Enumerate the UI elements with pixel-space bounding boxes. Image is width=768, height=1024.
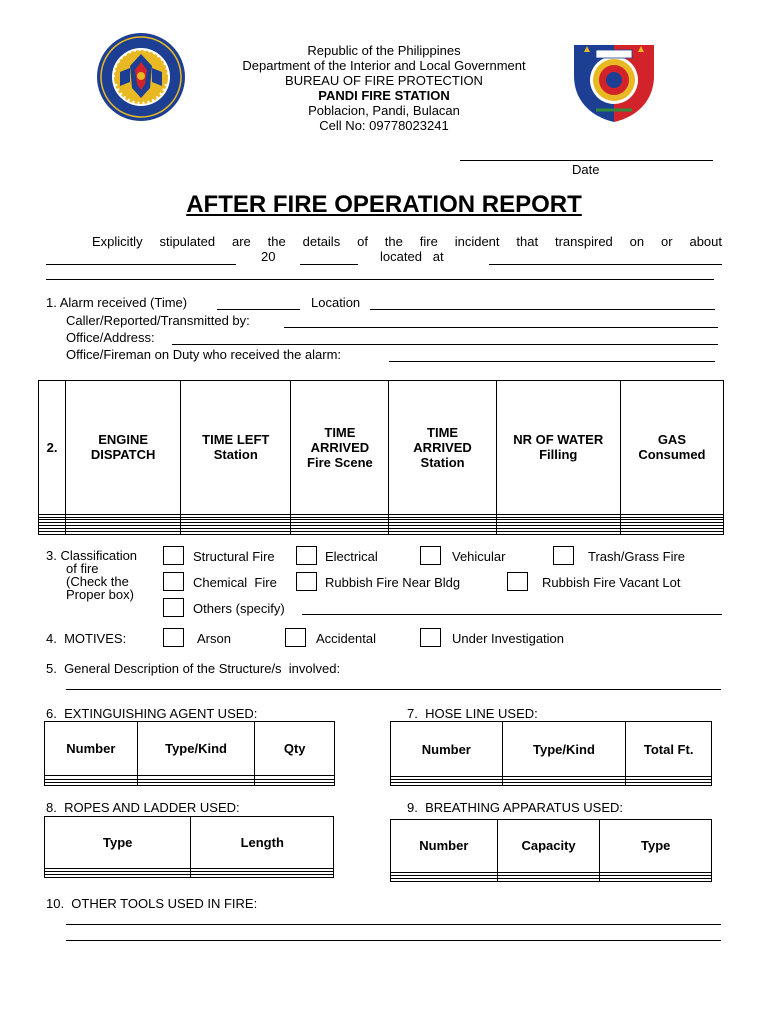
col-number: Number (391, 820, 498, 873)
checkbox-under-investigation[interactable] (420, 628, 441, 647)
table-cell[interactable] (66, 532, 181, 535)
location-field-1[interactable] (489, 264, 722, 265)
header-line-address: Poblacion, Pandi, Bulacan (308, 103, 460, 118)
date-field[interactable] (460, 160, 713, 161)
checkbox-trash-grass-fire[interactable] (553, 546, 574, 565)
table-cell[interactable] (191, 874, 334, 877)
option-rubbish-vacant-lot: Rubbish Fire Vacant Lot (542, 575, 681, 590)
checkbox-rubbish-vacant-lot[interactable] (507, 572, 528, 591)
table-cell[interactable] (39, 532, 66, 535)
ropes-ladder-table (44, 816, 334, 878)
breathing-apparatus-label: 9. BREATHING APPARATUS USED: (407, 800, 623, 815)
col-time-arrived-station: TIME ARRIVED Station (389, 381, 496, 515)
col-length: Length (191, 817, 334, 869)
col-gas-consumed: GAS Consumed (620, 381, 723, 515)
motives-label: 4. MOTIVES: (46, 631, 127, 646)
other-tools-label: 10. OTHER TOOLS USED IN FIRE: (46, 896, 258, 911)
extinguishing-agent-label: 6. EXTINGUISHING AGENT USED: (46, 706, 258, 721)
ropes-ladder-label: 8. ROPES AND LADDER USED: (46, 800, 240, 815)
col-type-kind: Type/Kind (502, 722, 626, 777)
table-cell[interactable] (255, 782, 335, 785)
table-cell[interactable] (496, 532, 620, 535)
header-line-station: PANDI FIRE STATION (318, 88, 450, 103)
structure-description-field[interactable] (66, 689, 721, 690)
dispatch-table (38, 380, 724, 535)
fireman-on-duty-label: Office/Fireman on Duty who received the alarm: (66, 347, 342, 362)
incident-date-field[interactable] (46, 264, 236, 265)
col-time-left: TIME LEFT Station (181, 381, 291, 515)
table-cell[interactable] (620, 532, 723, 535)
caller-label: Caller/Reported/Transmitted by: (66, 313, 250, 328)
structure-description-label: 5. General Description of the Structure/s involved: (46, 661, 341, 676)
option-under-investigation: Under Investigation (452, 631, 565, 646)
page-title: AFTER FIRE OPERATION REPORT (186, 191, 582, 218)
table-cell[interactable] (389, 532, 496, 535)
alarm-received-label: 1. Alarm received (Time) (46, 295, 188, 310)
others-specify-field[interactable] (302, 614, 722, 615)
table-number-cell: 2. (39, 381, 66, 515)
other-tools-field-1[interactable] (66, 924, 721, 925)
col-engine-dispatch: ENGINE DISPATCH (66, 381, 181, 515)
header-line-republic: Republic of the Philippines (307, 43, 461, 58)
option-rubbish-near-bldg: Rubbish Fire Near Bldg (325, 575, 461, 590)
option-others: Others (specify) (193, 601, 285, 616)
option-trash-grass-fire: Trash/Grass Fire (588, 549, 686, 564)
col-type: Type (45, 817, 191, 869)
col-time-arrived-scene: TIME ARRIVED Fire Scene (291, 381, 389, 515)
checkbox-arson[interactable] (163, 628, 184, 647)
table-body (391, 777, 712, 786)
checkbox-electrical[interactable] (296, 546, 317, 565)
col-qty: Qty (255, 722, 335, 776)
alarm-time-field[interactable] (217, 309, 300, 310)
table-cell[interactable] (391, 878, 498, 881)
incident-year-field[interactable] (300, 264, 358, 265)
location-field-2[interactable] (46, 279, 714, 280)
table-cell[interactable] (181, 532, 291, 535)
header-line-cell: Cell No: 09778023241 (319, 118, 449, 133)
bfp-seal (96, 32, 186, 122)
header-line-bureau: BUREAU OF FIRE PROTECTION (285, 73, 483, 88)
col-capacity: Capacity (497, 820, 600, 873)
option-accidental: Accidental (316, 631, 376, 646)
dispatch-table-body (39, 514, 724, 534)
table-body (45, 868, 334, 877)
table-cell[interactable] (45, 874, 191, 877)
fireman-on-duty-field[interactable] (389, 361, 715, 362)
table-cell[interactable] (137, 782, 255, 785)
col-total-ft: Total Ft. (626, 722, 712, 777)
checkbox-others[interactable] (163, 598, 184, 617)
col-type: Type (600, 820, 712, 873)
option-arson: Arson (197, 631, 231, 646)
table-body (391, 872, 712, 881)
header-line-department: Department of the Interior and Local Government (242, 58, 526, 73)
option-electrical: Electrical (325, 549, 378, 564)
location-label: Location (311, 295, 361, 310)
office-address-field[interactable] (172, 344, 718, 345)
option-chemical-fire: Chemical Fire (193, 575, 277, 590)
table-cell[interactable] (600, 878, 712, 881)
checkbox-chemical-fire[interactable] (163, 572, 184, 591)
classification-label: 3. Classification (46, 548, 138, 563)
table-row (45, 782, 335, 785)
hose-line-table (390, 721, 712, 786)
table-row (391, 783, 712, 786)
date-label: Date (572, 162, 600, 177)
located-at-label: located at (380, 249, 444, 264)
table-cell[interactable] (497, 878, 600, 881)
table-cell[interactable] (626, 783, 712, 786)
option-vehicular: Vehicular (452, 549, 506, 564)
intro-text: Explicitly stipulated are the details of the fire incident that transpired on or about (92, 234, 722, 249)
col-water-filling: NR OF WATER Filling (496, 381, 620, 515)
classification-label-2: of fire (66, 561, 99, 576)
classification-label-4: Proper box) (66, 587, 134, 602)
year-prefix: 20 (261, 249, 276, 264)
table-cell[interactable] (45, 782, 138, 785)
col-number: Number (391, 722, 503, 777)
table-body (45, 776, 335, 786)
checkbox-rubbish-near-bldg[interactable] (296, 572, 317, 591)
table-row (45, 874, 334, 877)
col-number: Number (45, 722, 138, 776)
checkbox-accidental[interactable] (285, 628, 306, 647)
extinguishing-agent-table (44, 721, 335, 786)
hose-line-label: 7. HOSE LINE USED: (407, 706, 538, 721)
office-address-label: Office/Address: (66, 330, 155, 345)
option-structural-fire: Structural Fire (193, 549, 275, 564)
table-cell[interactable] (391, 783, 503, 786)
breathing-apparatus-table (390, 819, 712, 882)
caller-field[interactable] (284, 327, 718, 328)
other-tools-field-2[interactable] (66, 940, 721, 941)
table-row (391, 878, 712, 881)
alarm-location-field[interactable] (370, 309, 715, 310)
checkbox-structural-fire[interactable] (163, 546, 184, 565)
table-cell[interactable] (291, 532, 389, 535)
table-row (39, 532, 724, 535)
col-type-kind: Type/Kind (137, 722, 255, 776)
classification-label-3: (Check the (66, 574, 129, 589)
table-cell[interactable] (502, 783, 626, 786)
checkbox-vehicular[interactable] (420, 546, 441, 565)
